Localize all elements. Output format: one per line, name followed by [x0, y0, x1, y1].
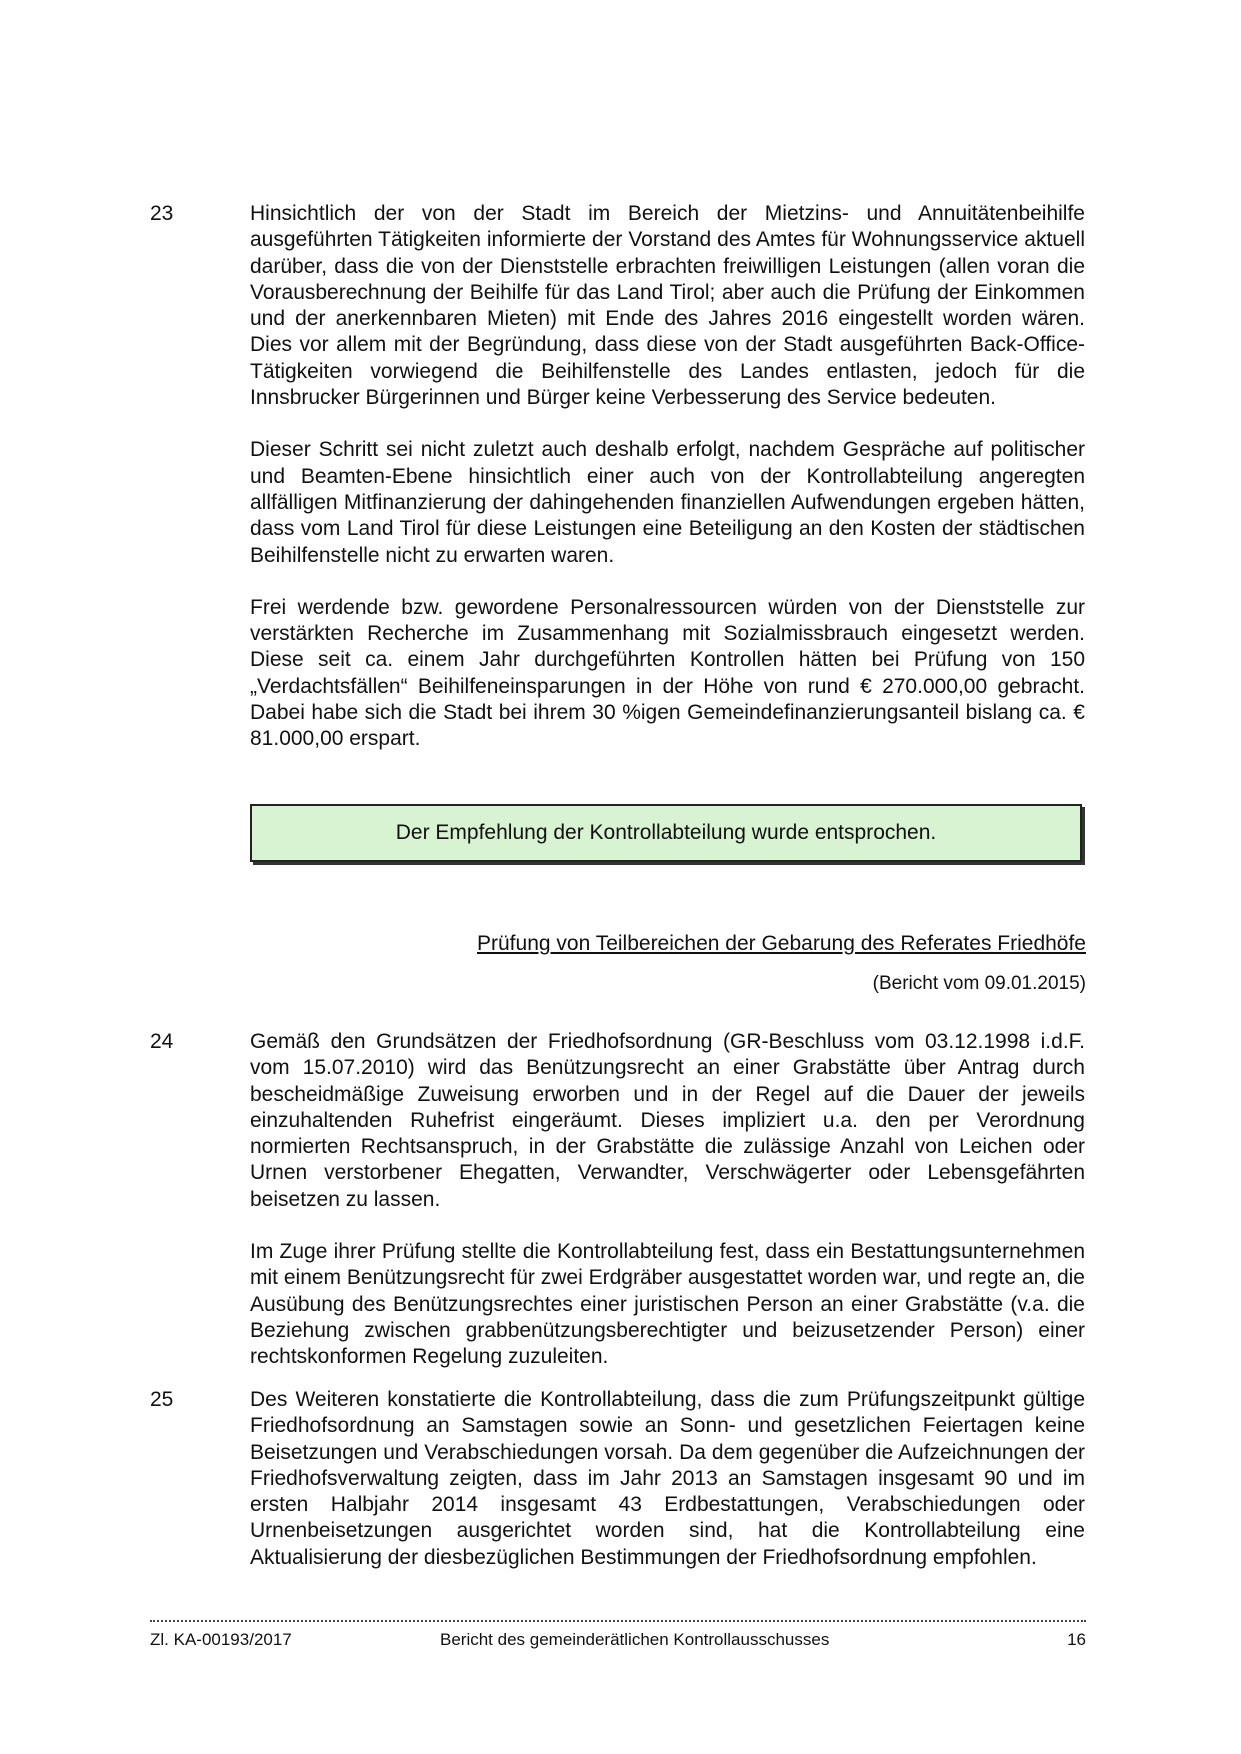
page-number: 16: [1067, 1630, 1086, 1649]
footer-divider: [150, 1620, 1086, 1622]
item-23: [150, 201, 1085, 753]
item-number: 23: [150, 202, 174, 225]
paragraph: Gemäß den Grundsätzen der Friedhofsordnung (GR-Beschluss vom 03.12.1998 i.d.F. vom 15.07.2010) wird das Benützungsrecht an einer Grabstätte über Antrag durch bescheidmäßige Zuweisung erworben und in der Regel auf die Dauer der jeweils einzuhaltenden Ruhefrist eingeräumt. Dieses impliziert u.a. den per Verordnung normierten Rechtsanspruch, in der Grabstätte die zulässige Anzahl von Leichen oder Urnen verstorbener Ehegatten, Verwandter, Verschwägerter oder Lebensgefährten beisetzen zu lassen.: [250, 1030, 1085, 1211]
item-body: [250, 201, 1085, 753]
item-number: 24: [150, 1030, 174, 1053]
paragraph: Im Zuge ihrer Prüfung stellte die Kontrollabteilung fest, dass ein Bestattungsunternehmen mit einem Benützungsrecht für zwei Erdgräber ausgestattet worden war, und regte an, die Ausübung des Benützungsrechtes einer juristischen Person an einer Grabstätte (v.a. die Beziehung zwischen grabbenützungsberechtigter und beizusetzender Person) einer rechtskonformen Regelung zuzuleiten.: [250, 1240, 1085, 1369]
footer-reference: Zl. KA-00193/2017: [150, 1630, 292, 1649]
paragraph: Hinsichtlich der von der Stadt im Bereich der Mietzins- und Annuitätenbeihilfe ausgeführten Tätigkeiten informierte der Vorstand des Amtes für Wohnungsservice aktuell darüber, dass die von der Dienststelle erbrachten freiwilligen Leistungen (allen voran die Vorausberechnung der Beihilfe für das Land Tirol; aber auch die Prüfung der Einkommen und der anerkennbaren Mieten) mit Ende des Jahres 2016 eingestellt worden wären. Dies vor allem mit der Begründung, dass diese von der Stadt ausgeführten Back-Office-Tätigkeiten vorwiegend die Beihilfenstelle des Landes entlasten, jedoch für die Innsbrucker Bürgerinnen und Bürger keine Verbesserung des Service bedeuten.: [250, 202, 1085, 410]
item-25: [150, 1387, 1085, 1571]
section-subtitle: (Bericht vom 09.01.2015): [872, 973, 1086, 994]
item-body: [250, 1029, 1085, 1371]
paragraph: Dieser Schritt sei nicht zuletzt auch deshalb erfolgt, nachdem Gespräche auf politischer und Beamten-Ebene hinsichtlich einer auch von der Kontrollabteilung angeregten allfälligen Mitfinanzierung der dahingehenden finanziellen Aufwendungen ergeben hätten, dass vom Land Tirol für diese Leistungen eine Beteiligung an den Kosten der städtischen Beihilfenstelle nicht zu erwarten waren.: [250, 438, 1085, 567]
paragraph: Frei werdende bzw. gewordene Personalressourcen würden von der Dienststelle zur verstärkten Recherche im Zusammenhang mit Sozialmissbrauch eingesetzt werden. Diese seit ca. einem Jahr durchgeführten Kontrollen hätten bei Prüfung von 150 „Verdachtsfällen“ Beihilfeneinsparungen in der Höhe von rund € 270.000,00 gebracht. Dabei habe sich die Stadt bei ihrem 30 %igen Gemeindefinanzierungsanteil bislang ca. € 81.000,00 erspart.: [250, 595, 1085, 751]
item-body: [250, 1387, 1085, 1571]
item-number: 25: [150, 1388, 174, 1411]
paragraph: Des Weiteren konstatierte die Kontrollabteilung, dass die zum Prüfungszeitpunkt gültige Friedhofsordnung an Samstagen sowie an Sonn- und gesetzlichen Feiertagen keine Beisetzungen und Verabschiedungen vorsah. Da dem gegenüber die Aufzeichnungen der Friedhofsverwaltung zeigten, dass im Jahr 2013 an Samstagen insgesamt 90 und im ersten Halbjahr 2014 insgesamt 43 Erdbestattungen, Verabschiedungen oder Urnenbeisetzungen ausgerichtet worden sind, hat die Kontrollabteilung eine Aktualisierung der diesbezüglichen Bestimmungen der Friedhofsordnung empfohlen.: [250, 1388, 1085, 1569]
footer-title: Bericht des gemeinderätlichen Kontrollausschusses: [440, 1630, 830, 1649]
recommendation-callout: [250, 804, 1082, 862]
item-24: [150, 1029, 1085, 1371]
section-title: Prüfung von Teilbereichen der Gebarung des Referates Friedhöfe: [477, 932, 1086, 955]
callout-text: Der Empfehlung der Kontrollabteilung wurde entsprochen.: [395, 821, 937, 844]
